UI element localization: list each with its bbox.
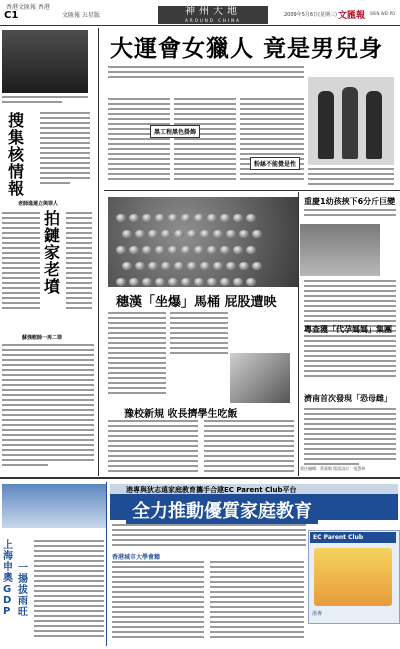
left-body-text — [40, 112, 90, 187]
sidebar-box-heading-2: 粉絲不能覺是性 — [250, 157, 300, 170]
column-rule-right — [298, 192, 299, 476]
newspaper-logo-en: WEN WEI PO — [370, 11, 396, 16]
ad-left-title-2: 一揚拔雨旺 — [18, 563, 28, 618]
ec-parent-club-title: EC Parent Club — [310, 532, 396, 543]
school-story-col-2 — [204, 420, 294, 475]
ad-lead-text — [112, 524, 306, 549]
banner-title: 神州大地 — [185, 6, 241, 17]
column-rule-left — [98, 28, 99, 476]
toilet-story-col-2 — [170, 312, 228, 357]
left-headline: 搜集核情報 — [8, 111, 25, 198]
school-story-col-1 — [108, 420, 198, 475]
toilet-photo — [230, 353, 290, 403]
right-body-3 — [304, 408, 396, 468]
toilet-story-col-1 — [108, 312, 166, 397]
ad-subhead-blue: 香港城市大學會籍 — [112, 554, 161, 561]
sidebar-box-heading: 黑工程黑色掛飾 — [150, 125, 200, 138]
section-label: 文匯報 五星版 — [62, 12, 100, 19]
footer-credits: 責任編輯：黃嘉敏 版面設計：張慧林 — [300, 466, 366, 471]
main-lead-text — [108, 66, 304, 81]
main-body-col-2 — [174, 98, 236, 183]
main-body-col-3 — [240, 98, 304, 183]
section-rule — [104, 190, 400, 191]
newspaper-logo: 文匯報 — [338, 11, 366, 21]
pottery-photo — [108, 197, 298, 287]
athletes-photo — [308, 77, 394, 165]
ad-body-col-1 — [112, 561, 204, 641]
main-body-col-1 — [108, 98, 170, 183]
ad-main-title: 全力推動優質家庭教育 — [126, 496, 318, 524]
main-headline: 大運會女獵人 竟是男兒身 — [110, 35, 384, 62]
left-body-text-4 — [2, 344, 94, 469]
header-rule — [0, 25, 400, 26]
photo-caption-2 — [308, 168, 394, 188]
date-line: 2009年5月6日(星期三) — [284, 12, 337, 18]
left-subhead-2: 蘇強慰師一再二罪 — [22, 335, 63, 341]
left-headline-2: 拍鏈家老墳 — [44, 209, 61, 296]
school-story-headline: 豫校新規 收長擠學生吃飯 — [124, 409, 238, 420]
ad-column-rule — [106, 482, 107, 646]
photo-caption — [2, 96, 88, 106]
ec-promo-graphic — [314, 548, 392, 606]
left-body-text-2 — [2, 212, 40, 312]
left-news-photo — [2, 30, 88, 93]
ad-left-title: 上海申奧GDP — [3, 540, 13, 617]
masthead: 香港文匯報 香港 — [6, 4, 50, 11]
page-number: C1 — [4, 10, 19, 21]
banner-subtitle: AROUND CHINA — [185, 18, 241, 23]
ad-body-col-2 — [210, 561, 304, 641]
right-headline-2: 粵查獲「代孕媽媽」集團 — [304, 325, 392, 334]
left-body-text-3 — [66, 212, 92, 312]
ad-divider-rule — [0, 477, 400, 479]
ad-left-body — [34, 540, 104, 640]
ec-brand: 港專 — [312, 611, 323, 617]
toilet-story-headline: 穗漢「坐爆」馬桶 屁股遭映 — [116, 295, 277, 310]
right-body-1a — [304, 209, 396, 219]
child-photo — [300, 224, 380, 276]
right-headline-3: 濟南首次發現「恐母雌」 — [304, 394, 392, 403]
ad-left-banner — [2, 484, 106, 528]
section-banner — [158, 6, 268, 24]
ad-top-title: 港專與狄志遠家庭教育攜手合建EC Parent Club平台 — [126, 486, 297, 494]
left-subhead-1: 老師進連立與罪人 — [18, 201, 59, 207]
right-headline-1: 重慶1幼孩挾下6分斤巨變 — [304, 197, 396, 206]
